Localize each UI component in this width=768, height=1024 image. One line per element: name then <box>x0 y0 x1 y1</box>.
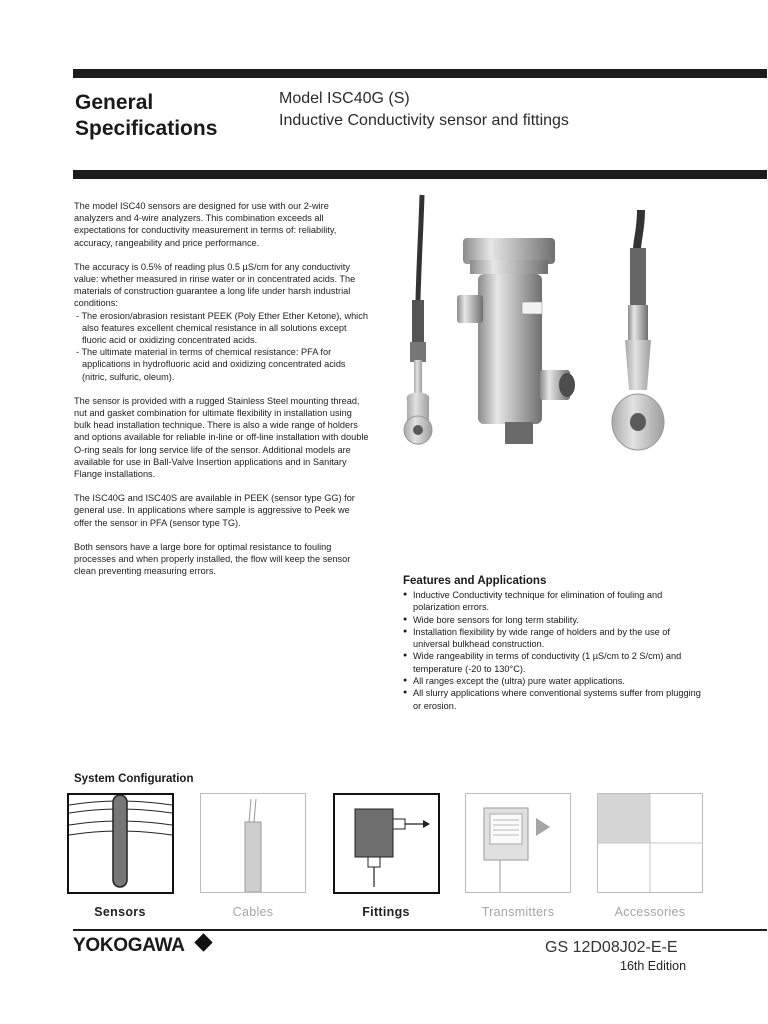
features-section <box>403 575 703 712</box>
top-rule <box>73 69 767 78</box>
label-fittings: Fittings <box>362 905 410 919</box>
features-title: Features and Applications <box>403 575 547 587</box>
fitting-icon <box>335 795 438 892</box>
label-accessories: Accessories <box>614 905 686 919</box>
materials-item-pfa: - The ultimate material in terms of chemical resistance: PFA for applications in hydrofluoric acid and oxidizing concentrated acids (nitric, sulfuric, oleum). <box>76 347 346 382</box>
doc-type-line2: Specifications <box>75 117 218 140</box>
transmitter-icon <box>466 794 570 892</box>
paragraph-materials: The ISC40G and ISC40S are available in PEEK (sensor type GG) for general use. In applications where sample is aggressive to Peek we offer the sensor in PFA (sensor type TG). <box>74 493 355 528</box>
materials-list <box>74 310 370 383</box>
feature-item: ● Wide rangeability in terms of conductivity (1 µS/cm to 2 S/cm) and temperature (-20 to 130°C). <box>403 650 703 675</box>
product-subtitle: Inductive Conductivity sensor and fittings <box>279 112 569 129</box>
feature-item: ● Inductive Conductivity technique for elimination of fouling and polarization errors. <box>403 589 703 614</box>
materials-item-peek: - The erosion/abrasion resistant PEEK (Poly Ether Ether Ketone), which also features excellent chemical resistance in all solutions except fluoric acid or oxidizing concentrated acids. <box>76 310 368 346</box>
paragraph-installation: The sensor is provided with a rugged Stainless Steel mounting thread, nut and gasket combination for ultimate flexibility in installation using bulk head installation technique. There is also a wide range of holders and options available for reliable in-line or off-line installation with double O-ring seals for long service life of the sensor. Additional models are available for use in Ball-Valve Insertion applications and in Sanitary Flange installations. <box>74 395 369 480</box>
diamond-icon <box>194 933 212 951</box>
paragraph-intro: The model ISC40 sensors are designed for use with our 2-wire analyzers and 4-wire analyzers. This combination exceeds all expectations for conductivity measurement in terms of: reliability, accuracy, rangeability and price performance. <box>74 201 337 248</box>
flow-holder <box>457 238 575 444</box>
edition: 16th Edition <box>620 959 687 973</box>
accessories-icon <box>598 794 702 892</box>
sensor-icon <box>69 795 172 892</box>
doc-type-line1: General <box>75 91 154 114</box>
sensor-right <box>612 210 664 450</box>
label-cables: Cables <box>232 905 274 919</box>
document-number: GS 12D08J02-E-E <box>545 939 678 956</box>
config-box-transmitters <box>465 793 571 893</box>
config-box-fittings <box>333 793 440 894</box>
document-type <box>75 90 265 142</box>
footer-rule <box>73 929 767 931</box>
label-sensors: Sensors <box>94 905 146 919</box>
model-number: Model ISC40G (S) <box>279 90 410 107</box>
product-photo <box>385 190 685 460</box>
feature-item: ● All ranges except the (ultra) pure water applications. <box>403 675 703 687</box>
paragraph-accuracy <box>74 261 370 310</box>
feature-item: ● Installation flexibility by wide range of holders and by the use of universal bulkhead construction. <box>403 626 703 651</box>
product-heading <box>279 88 569 132</box>
config-box-cables <box>200 793 306 893</box>
label-transmitters: Transmitters <box>481 905 555 919</box>
header-rule <box>73 170 767 179</box>
config-box-sensors <box>67 793 174 894</box>
system-configuration-title: System Configuration <box>74 773 194 785</box>
paragraph-fouling: Both sensors have a large bore for optimal resistance to fouling processes and when properly installed, the flow will keep the sensor clean preventing measuring errors. <box>74 541 351 577</box>
brand-name: YOKOGAWA <box>73 935 184 956</box>
config-box-accessories <box>597 793 703 893</box>
yokogawa-logo <box>73 935 210 957</box>
accuracy-text: The accuracy is 0.5% of reading plus 0.5 µS/cm for any conductivity value: whether measured in rinse water or in concentrated acids. The materials of construction guarantee a long life under harsh industrial conditions: <box>74 261 356 309</box>
features-list <box>403 589 703 712</box>
sensor-left <box>404 195 432 445</box>
feature-item: ● All slurry applications where conventional systems suffer from plugging or erosion. <box>403 687 703 712</box>
cable-icon <box>201 794 305 892</box>
description-column <box>74 200 370 589</box>
feature-item: ● Wide bore sensors for long term stability. <box>403 614 703 626</box>
